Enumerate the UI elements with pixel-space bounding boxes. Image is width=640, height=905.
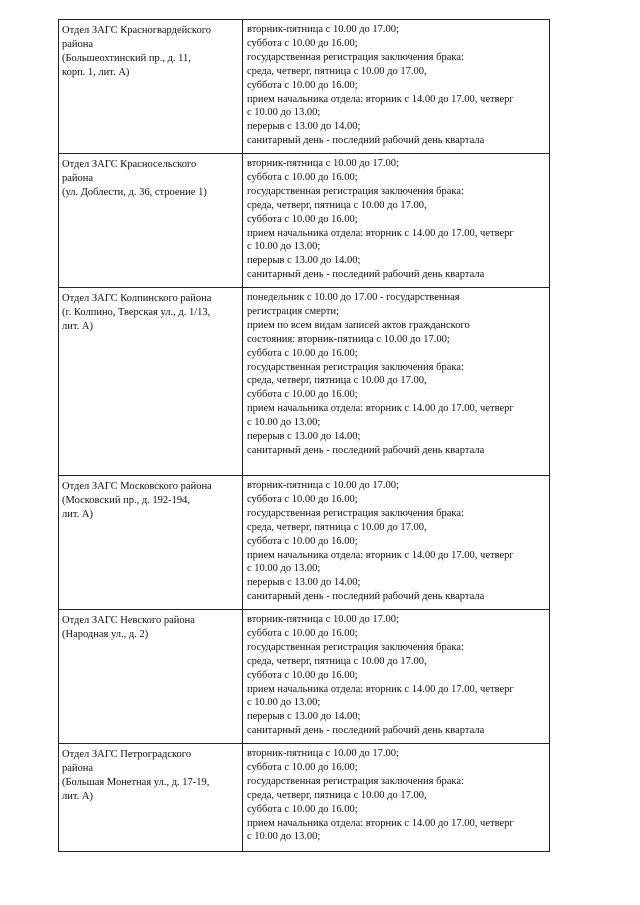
hours-line: санитарный день - последний рабочий день квартала: [247, 444, 485, 456]
schedule-table-body: [59, 20, 550, 852]
hours-line: перерыв с 13.00 до 14.00;: [247, 121, 361, 133]
hours-line: санитарный день - последний рабочий день квартала: [247, 591, 485, 603]
hours-line: с 10.00 до 13.00;: [247, 563, 321, 575]
hours-line: суббота с 10.00 до 16.00;: [247, 803, 358, 815]
table-row: [59, 20, 550, 154]
hours-line: суббота с 10.00 до 16.00;: [247, 37, 358, 49]
office-name-line: Отдел ЗАГС Колпинского района: [62, 293, 212, 304]
office-name-cell: [59, 288, 243, 476]
office-name-line: района: [62, 762, 94, 774]
hours-line: прием начальника отдела: вторник с 14.00 до 17.00, четверг: [247, 549, 514, 561]
hours-line: среда, четверг, пятница с 10.00 до 17.00,: [247, 375, 427, 387]
office-hours-cell: [243, 476, 550, 610]
hours-line: государственная регистрация заключения брака:: [247, 641, 464, 653]
hours-line: вторник-пятница с 10.00 до 17.00;: [247, 748, 399, 759]
hours-line: суббота с 10.00 до 16.00;: [247, 669, 358, 681]
office-name-line: Отдел ЗАГС Красногвардейского: [62, 25, 212, 36]
hours-line: государственная регистрация заключения брака:: [247, 507, 464, 519]
hours-line: прием начальника отдела: вторник с 14.00 до 17.00, четверг: [247, 817, 514, 829]
hours-line: среда, четверг, пятница с 10.00 до 17.00,: [247, 199, 427, 211]
hours-line: перерыв с 13.00 до 14.00;: [247, 255, 361, 267]
office-name-cell: [59, 610, 243, 744]
table-row: [59, 154, 550, 288]
table-row: [59, 476, 550, 610]
hours-line: суббота с 10.00 до 16.00;: [247, 493, 358, 505]
office-address-line: (Московский пр., д. 192-194,: [62, 494, 191, 506]
hours-line: суббота с 10.00 до 16.00;: [247, 389, 358, 401]
office-address-line: (Большеохтинский пр., д. 11,: [62, 52, 191, 64]
hours-line: с 10.00 до 13.00;: [247, 107, 321, 119]
hours-line: среда, четверг, пятница с 10.00 до 17.00,: [247, 521, 427, 533]
hours-line: с 10.00 до 13.00;: [247, 697, 321, 709]
office-address-line: (ул. Доблести, д. 36, строение 1): [62, 186, 207, 198]
office-name-cell: [59, 476, 243, 610]
hours-line: государственная регистрация заключения брака:: [247, 51, 464, 63]
hours-line: среда, четверг, пятница с 10.00 до 17.00,: [247, 65, 427, 77]
hours-line: суббота с 10.00 до 16.00;: [247, 627, 358, 639]
office-address-line: корп. 1, лит. А): [62, 66, 130, 78]
hours-line: санитарный день - последний рабочий день квартала: [247, 269, 485, 281]
hours-line: санитарный день - последний рабочий день квартала: [247, 135, 485, 147]
hours-line: вторник-пятница с 10.00 до 17.00;: [247, 158, 399, 169]
office-address-line: лит. А): [62, 790, 93, 802]
office-name-line: района: [62, 172, 94, 184]
registry-office-schedule-table: [58, 19, 550, 852]
hours-line: с 10.00 до 13.00;: [247, 417, 321, 429]
hours-line: суббота с 10.00 до 16.00;: [247, 761, 358, 773]
office-hours-cell: [243, 288, 550, 476]
hours-line: государственная регистрация заключения брака:: [247, 775, 464, 787]
office-name-line: Отдел ЗАГС Красносельского: [62, 159, 197, 170]
hours-line: регистрация смерти;: [247, 305, 340, 317]
hours-line: прием начальника отдела: вторник с 14.00 до 17.00, четверг: [247, 403, 514, 415]
hours-line: суббота с 10.00 до 16.00;: [247, 79, 358, 91]
office-name-line: Отдел ЗАГС Невского района: [62, 615, 195, 626]
hours-line: среда, четверг, пятница с 10.00 до 17.00,: [247, 789, 427, 801]
office-name-line: Отдел ЗАГС Московского района: [62, 481, 212, 492]
hours-line: прием начальника отдела: вторник с 14.00 до 17.00, четверг: [247, 683, 514, 695]
hours-line: вторник-пятница с 10.00 до 17.00;: [247, 614, 399, 625]
hours-line: с 10.00 до 13.00;: [247, 241, 321, 253]
office-name-cell: [59, 744, 243, 852]
office-address-line: (Народная ул., д. 2): [62, 628, 149, 640]
table-row: [59, 288, 550, 476]
hours-line: с 10.00 до 13.00;: [247, 831, 321, 843]
office-address-line: лит. А): [62, 508, 93, 520]
office-hours-cell: [243, 154, 550, 288]
hours-line: состояния: вторник-пятница с 10.00 до 17.00;: [247, 333, 450, 345]
hours-line: прием начальника отдела: вторник с 14.00 до 17.00, четверг: [247, 93, 514, 105]
hours-line: вторник-пятница с 10.00 до 17.00;: [247, 480, 399, 491]
hours-line: суббота с 10.00 до 16.00;: [247, 347, 358, 359]
hours-line: суббота с 10.00 до 16.00;: [247, 535, 358, 547]
table-row: [59, 610, 550, 744]
hours-line: вторник-пятница с 10.00 до 17.00;: [247, 24, 399, 35]
hours-line: перерыв с 13.00 до 14.00;: [247, 431, 361, 443]
hours-line: государственная регистрация заключения брака:: [247, 185, 464, 197]
office-address-line: (г. Колпино, Тверская ул., д. 1/13,: [62, 306, 211, 318]
hours-line: суббота с 10.00 до 16.00;: [247, 171, 358, 183]
hours-line: государственная регистрация заключения брака:: [247, 361, 464, 373]
hours-line: прием начальника отдела: вторник с 14.00 до 17.00, четверг: [247, 227, 514, 239]
office-address-line: лит. А): [62, 320, 93, 332]
hours-line: прием по всем видам записей актов гражданского: [247, 319, 470, 331]
office-hours-cell: [243, 20, 550, 154]
table-row: [59, 744, 550, 852]
office-name-cell: [59, 154, 243, 288]
hours-line: санитарный день - последний рабочий день квартала: [247, 725, 485, 737]
office-hours-cell: [243, 610, 550, 744]
hours-line: среда, четверг, пятница с 10.00 до 17.00,: [247, 655, 427, 667]
hours-line: понедельник с 10.00 до 17.00 - государственная: [247, 292, 460, 303]
office-name-line: Отдел ЗАГС Петроградского: [62, 749, 192, 760]
hours-line: суббота с 10.00 до 16.00;: [247, 213, 358, 225]
office-name-cell: [59, 20, 243, 154]
hours-line: перерыв с 13.00 до 14.00;: [247, 711, 361, 723]
office-name-line: района: [62, 38, 94, 50]
hours-line: перерыв с 13.00 до 14.00;: [247, 577, 361, 589]
office-address-line: (Большая Монетная ул., д. 17-19,: [62, 776, 210, 788]
office-hours-cell: [243, 744, 550, 852]
